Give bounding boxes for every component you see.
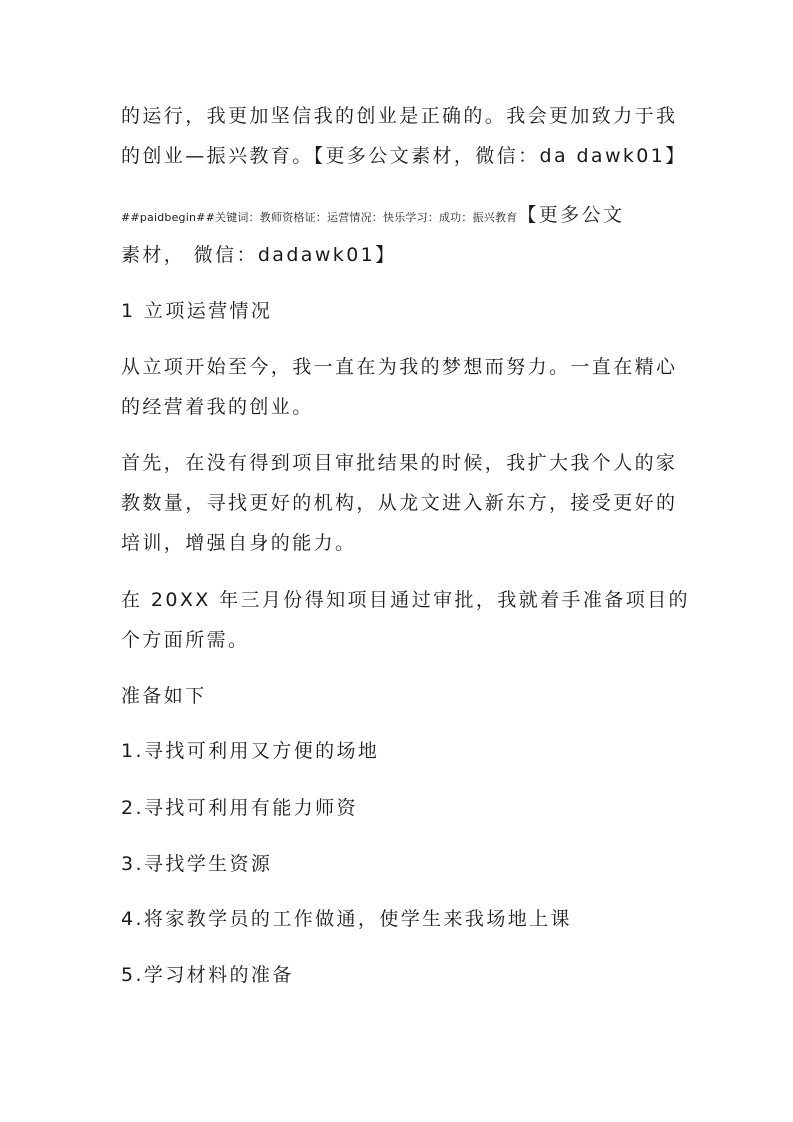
paragraph-line: 从立项开始至今，我一直在为我的梦想而努力。一直在精心 [121,356,678,378]
list-item-text: 4.将家教学员的工作做通，使学生来我场地上课 [121,908,572,930]
paragraph-first [121,443,681,563]
paragraph-start [121,347,681,427]
paragraph-approval [121,580,690,660]
keywords-text: ##paidbegin##关键词：教师资格证：运营情况：快乐学习：成功：振兴教育 [121,211,518,224]
section-heading-text: 1 立项运营情况 [121,300,273,322]
paragraph-keywords [121,195,681,275]
paragraph-line: 培训，增强自身的能力。 [121,532,357,554]
paragraph-intro [121,96,687,176]
list-item-text: 2.寻找可利用有能力师资 [121,797,358,819]
list-item-text: 3.寻找学生资源 [121,853,273,875]
list-item-text: 1.寻找可利用又方便的场地 [121,740,380,762]
list-item [121,955,681,995]
paragraph-line: 的创业—振兴教育。【更多公文素材，微信：da dawk01】 [121,145,687,167]
paragraph-line: 首先，在没有得到项目审批结果的时候，我扩大我个人的家 [121,452,678,474]
paragraph-line: 个方面所需。 [121,629,250,651]
preparation-heading-text: 准备如下 [121,685,207,707]
list-item [121,844,681,884]
preparation-heading [121,676,681,716]
paragraph-line: 的经营着我的创业。 [121,396,314,418]
paragraph-line: 素材， 微信：dadawk01】 [121,244,397,266]
list-item [121,899,681,939]
keywords-line-tail: 【更多公文 [517,204,625,226]
list-item [121,788,681,828]
paragraph-line: 的运行，我更加坚信我的创业是正确的。我会更加致力于我 [121,105,678,127]
paragraph-line: 在 20XX 年三月份得知项目通过审批，我就着手准备项目的 [121,589,690,611]
list-item-text: 5.学习材料的准备 [121,964,294,986]
keywords-line [121,195,681,235]
list-item [121,731,681,771]
paragraph-line: 教数量，寻找更好的机构，从龙文进入新东方，接受更好的 [121,492,678,514]
section-heading [121,291,681,331]
